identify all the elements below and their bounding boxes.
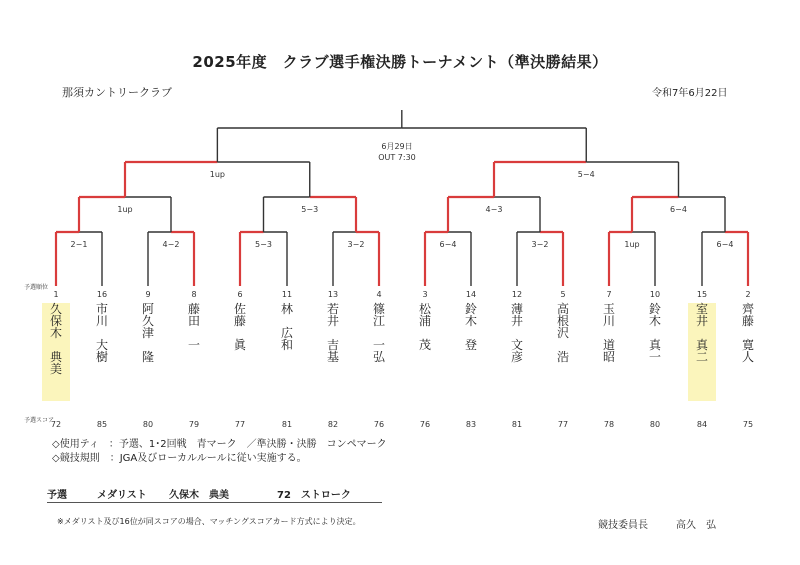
final-time: OUT 7:30 [378,153,416,162]
player-score: 80 [142,420,154,429]
player-score: 75 [742,420,754,429]
footnote: ※メダリスト及び16位が同スコアの場合、マッチングスコアカード方式により決定。 [57,517,361,526]
semifinal-result: 1up [209,170,225,179]
page-title: 2025年度 クラブ選手権決勝トーナメント（準決勝結果） [192,53,608,71]
official-name: 高久 弘 [676,520,716,531]
player-score: 77 [234,420,246,429]
player-score: 84 [696,420,708,429]
player-seed: 5 [560,290,566,299]
round1-result: 1up [624,240,640,249]
round1-result: 5−3 [255,240,272,249]
player-seed: 16 [96,290,108,299]
quarterfinal-result: 5−3 [301,205,319,214]
round1-result: 2−1 [70,240,88,249]
player-seed: 8 [191,290,197,299]
player-score: 76 [373,420,385,429]
player-name: 齊 藤 寛 人 [741,302,754,364]
player-seed: 11 [281,290,293,299]
player-name: 松 浦 茂 [418,302,431,352]
player-name: 室 井 真 二 [688,303,716,401]
player-name: 薄 井 文 彦 [510,302,523,364]
round1-result: 6−4 [716,240,734,249]
player-seed: 4 [376,290,382,299]
player-seed: 7 [606,290,612,299]
player-score: 77 [557,420,569,429]
player-name: 藤 田 一 [187,302,200,352]
rules-note: ◇競技規則 ：JGA及びローカルルールに従い実施する。 [52,453,307,464]
player-name: 高 根 沢 浩 [556,302,569,364]
medalist-label: 予選 [47,490,67,501]
player-name: 若 井 吉 基 [326,302,339,364]
player-seed: 1 [53,290,59,299]
player-name: 鈴 木 真 一 [648,302,661,364]
player-score: 79 [188,420,200,429]
quarterfinal-result: 6−4 [670,205,687,214]
player-name: 鈴 木 登 [464,302,477,352]
player-score: 78 [603,420,615,429]
round1-result: 3−2 [347,240,365,249]
medalist-title: メダリスト [97,490,147,501]
player-name: 佐 藤 眞 [233,302,246,352]
player-score: 85 [96,420,108,429]
medalist-name: 久保木 典美 [169,490,229,501]
player-score: 83 [465,420,477,429]
player-name: 林 広 和 [280,302,293,352]
player-seed: 6 [237,290,243,299]
player-score: 76 [419,420,431,429]
notes [52,438,387,466]
score-row-header: 予選スコア [24,417,55,424]
official-role: 競技委員長 [598,520,648,531]
quarterfinal-result: 1up [117,205,133,214]
player-score: 72 [50,420,62,429]
player-seed: 2 [745,290,751,299]
player-name: 久 保 木 典 美 [42,303,70,401]
document-date: 令和7年6月22日 [652,88,728,99]
player-seed: 15 [696,290,708,299]
seed-row-header: 予選順位 [24,284,49,291]
player-seed: 10 [649,290,661,299]
player-seed: 13 [327,290,339,299]
player-name: 阿 久 津 隆 [141,302,154,364]
club-name: 那須カントリークラブ [62,86,172,99]
divider [47,502,382,503]
player-seed: 9 [145,290,151,299]
player-seed: 3 [422,290,428,299]
player-seed: 12 [511,290,523,299]
player-score: 82 [327,420,339,429]
final-date: 6月29日 [381,142,413,151]
player-name: 市 川 大 樹 [95,302,108,364]
round1-result: 4−2 [162,240,180,249]
round1-result: 6−4 [439,240,457,249]
medalist-score: 72 ストローク [277,490,351,501]
round1-result: 3−2 [531,240,549,249]
player-seed: 14 [465,290,477,299]
player-score: 81 [281,420,293,429]
player-score: 81 [511,420,523,429]
tee-note: ◇使用ティ ：予選、1･2回戦 青マーク ／準決勝・決勝 コンペマーク [52,439,387,450]
player-name: 玉 川 道 昭 [602,302,615,364]
player-score: 80 [649,420,661,429]
quarterfinal-result: 4−3 [485,205,503,214]
semifinal-result: 5−4 [577,170,595,179]
player-name: 篠 江 一 弘 [372,302,385,364]
